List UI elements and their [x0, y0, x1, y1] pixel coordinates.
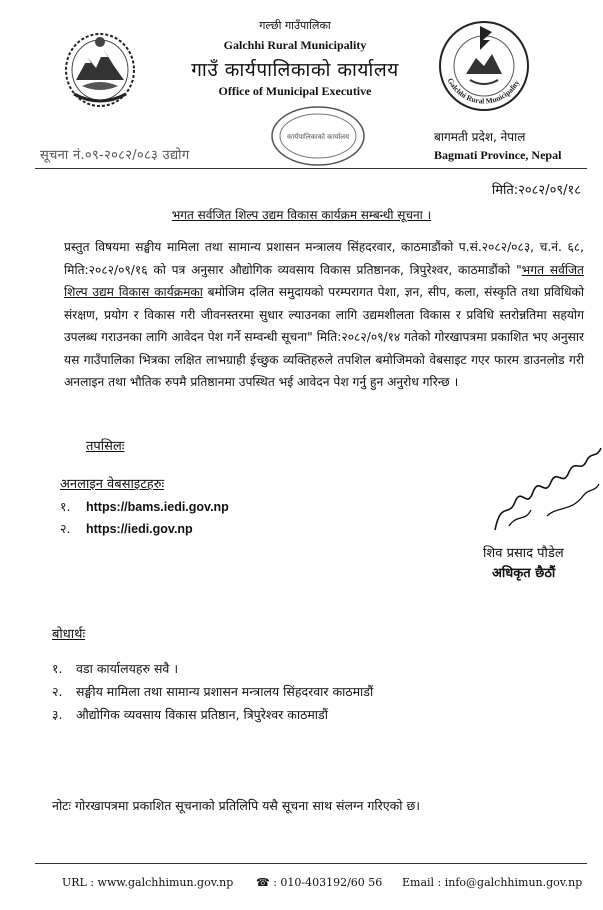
- letter-date: मिति:२०८२/०९/१८: [491, 183, 581, 198]
- municipality-logo-icon: [430, 16, 538, 116]
- office-stamp-icon: [268, 104, 368, 168]
- note-text: नोटः गोरखापत्रमा प्रकाशित सूचनाको प्रतिलिपि यसै सूचना साथ संलग्न गरिएको छ।: [52, 798, 420, 813]
- website-link-iedi[interactable]: https://iedi.gov.np: [85, 522, 193, 536]
- body-underlined-program: भगत सर्वजित शिल्प उद्यम विकास कार्यक्रमका: [64, 262, 584, 299]
- signatory-title: अधिकृत छैठौं: [492, 566, 556, 581]
- municipality-name-en: Galchhi Rural Municipality: [223, 38, 367, 52]
- office-name-np: गाउँ कार्यपालिकाको कार्यालय: [191, 59, 399, 81]
- notice-body: [64, 236, 584, 394]
- province-name-np: बागमती प्रदेश, नेपाल: [434, 130, 526, 144]
- footer-divider: [35, 863, 587, 864]
- cc-text: सङ्घीय मामिला तथा सामान्य प्रशासन मन्त्रालय सिंहदरवार काठमाडौं: [75, 684, 374, 699]
- website-link-bams[interactable]: https://bams.iedi.gov.np: [85, 500, 229, 514]
- signature-icon: [487, 440, 603, 540]
- notice-title: [0, 206, 603, 223]
- list-number: २.: [52, 684, 63, 699]
- online-websites-label: अनलाइन वेबसाइटहरुः: [60, 477, 165, 492]
- logo-arc-text: Galchhi Rural Municipality: [445, 76, 522, 106]
- cc-list-item: [52, 683, 373, 700]
- list-number: १.: [60, 499, 71, 514]
- tapasil-label: तपसिलः: [86, 439, 125, 454]
- notice-title-text: भगत सर्वजित शिल्प उद्यम विकास कार्यक्रम सम्बन्धी सूचना ।: [171, 208, 432, 222]
- office-name-en: Office of Municipal Executive: [218, 84, 372, 98]
- province-name-en: Bagmati Province, Nepal: [434, 148, 562, 162]
- list-number: ३.: [52, 707, 63, 722]
- cc-list-item: [52, 660, 178, 677]
- footer-url[interactable]: URL : www.galchhimun.gov.np: [62, 876, 234, 889]
- reference-number: सूचना नं.०९-२०८२/०८३ उद्योग: [40, 148, 190, 163]
- list-number: १.: [52, 661, 63, 676]
- cc-text: औद्योगिक व्यवसाय विकास प्रतिष्ठान, त्रिपुरेश्वर काठमाडौं: [75, 707, 328, 722]
- footer-phone: ☎ : 010-403192/60 56: [256, 876, 383, 889]
- website-list-item: [60, 498, 229, 515]
- body-part-2: बमोजिम दलित समुदायको परम्परागत पेशा, ज्ञन, सीप, कला, संस्कृति तथा प्रविधिको संरक्षण, प्रयोग र विकास गरी जीवनस्तरमा सुधार ल्याउनका लागि उद्यमशीलता विकास र प्रविधि स्तरोन्नतिमा सहयोग उपलब्ध गराउनका लागि आवेदन पेश गर्ने सम्वन्धी सूचना" मिति:२०८२/०९/१४ गतेको गोरखापत्रमा प्रकाशित भए अनुसार यस गाउँपालिका भित्रका लक्षित लाभग्राही ईच्छुक व्यक्तिहरुले तपशिल बमोजिमको वेबसाइट गएर फारम डाउनलोड गरी अनलाइन तथा भौतिक रुपमै प्रतिष्ठानमा उपस्थित भई आवेदन पेश गर्नु हुन अनुरोध गरिन्छ ।: [64, 285, 584, 389]
- municipality-name-np: गल्छी गाउँपालिका: [259, 19, 331, 32]
- cc-text: वडा कार्यालयहरु सवै ।: [75, 661, 179, 676]
- cc-list-item: [52, 706, 328, 723]
- body-part-1: प्रस्तुत विषयमा सङ्घीय मामिला तथा सामान्य प्रशासन मन्त्रालय सिंहदरवार, काठमाडौंको प.सं.२०८२/०८३, च.नं. ६८, मिति:२०८२/०९/१६ को पत्र अनुसार औद्योगिक व्यवसाय विकास प्रतिष्ठानक, त्रिपुरेश्वर, काठमाडौंको ": [64, 240, 584, 277]
- stamp-text: कार्यपालिकाको कार्यालय: [286, 133, 350, 141]
- nepal-emblem-icon: [62, 28, 138, 110]
- list-number: २.: [60, 521, 71, 536]
- signatory-name: शिव प्रसाद पौडेल: [483, 546, 564, 561]
- website-list-item: [60, 520, 193, 537]
- footer-email[interactable]: Email : info@galchhimun.gov.np: [402, 876, 583, 889]
- header-divider: [35, 168, 587, 169]
- bodharth-label: बोधार्थः: [52, 627, 86, 642]
